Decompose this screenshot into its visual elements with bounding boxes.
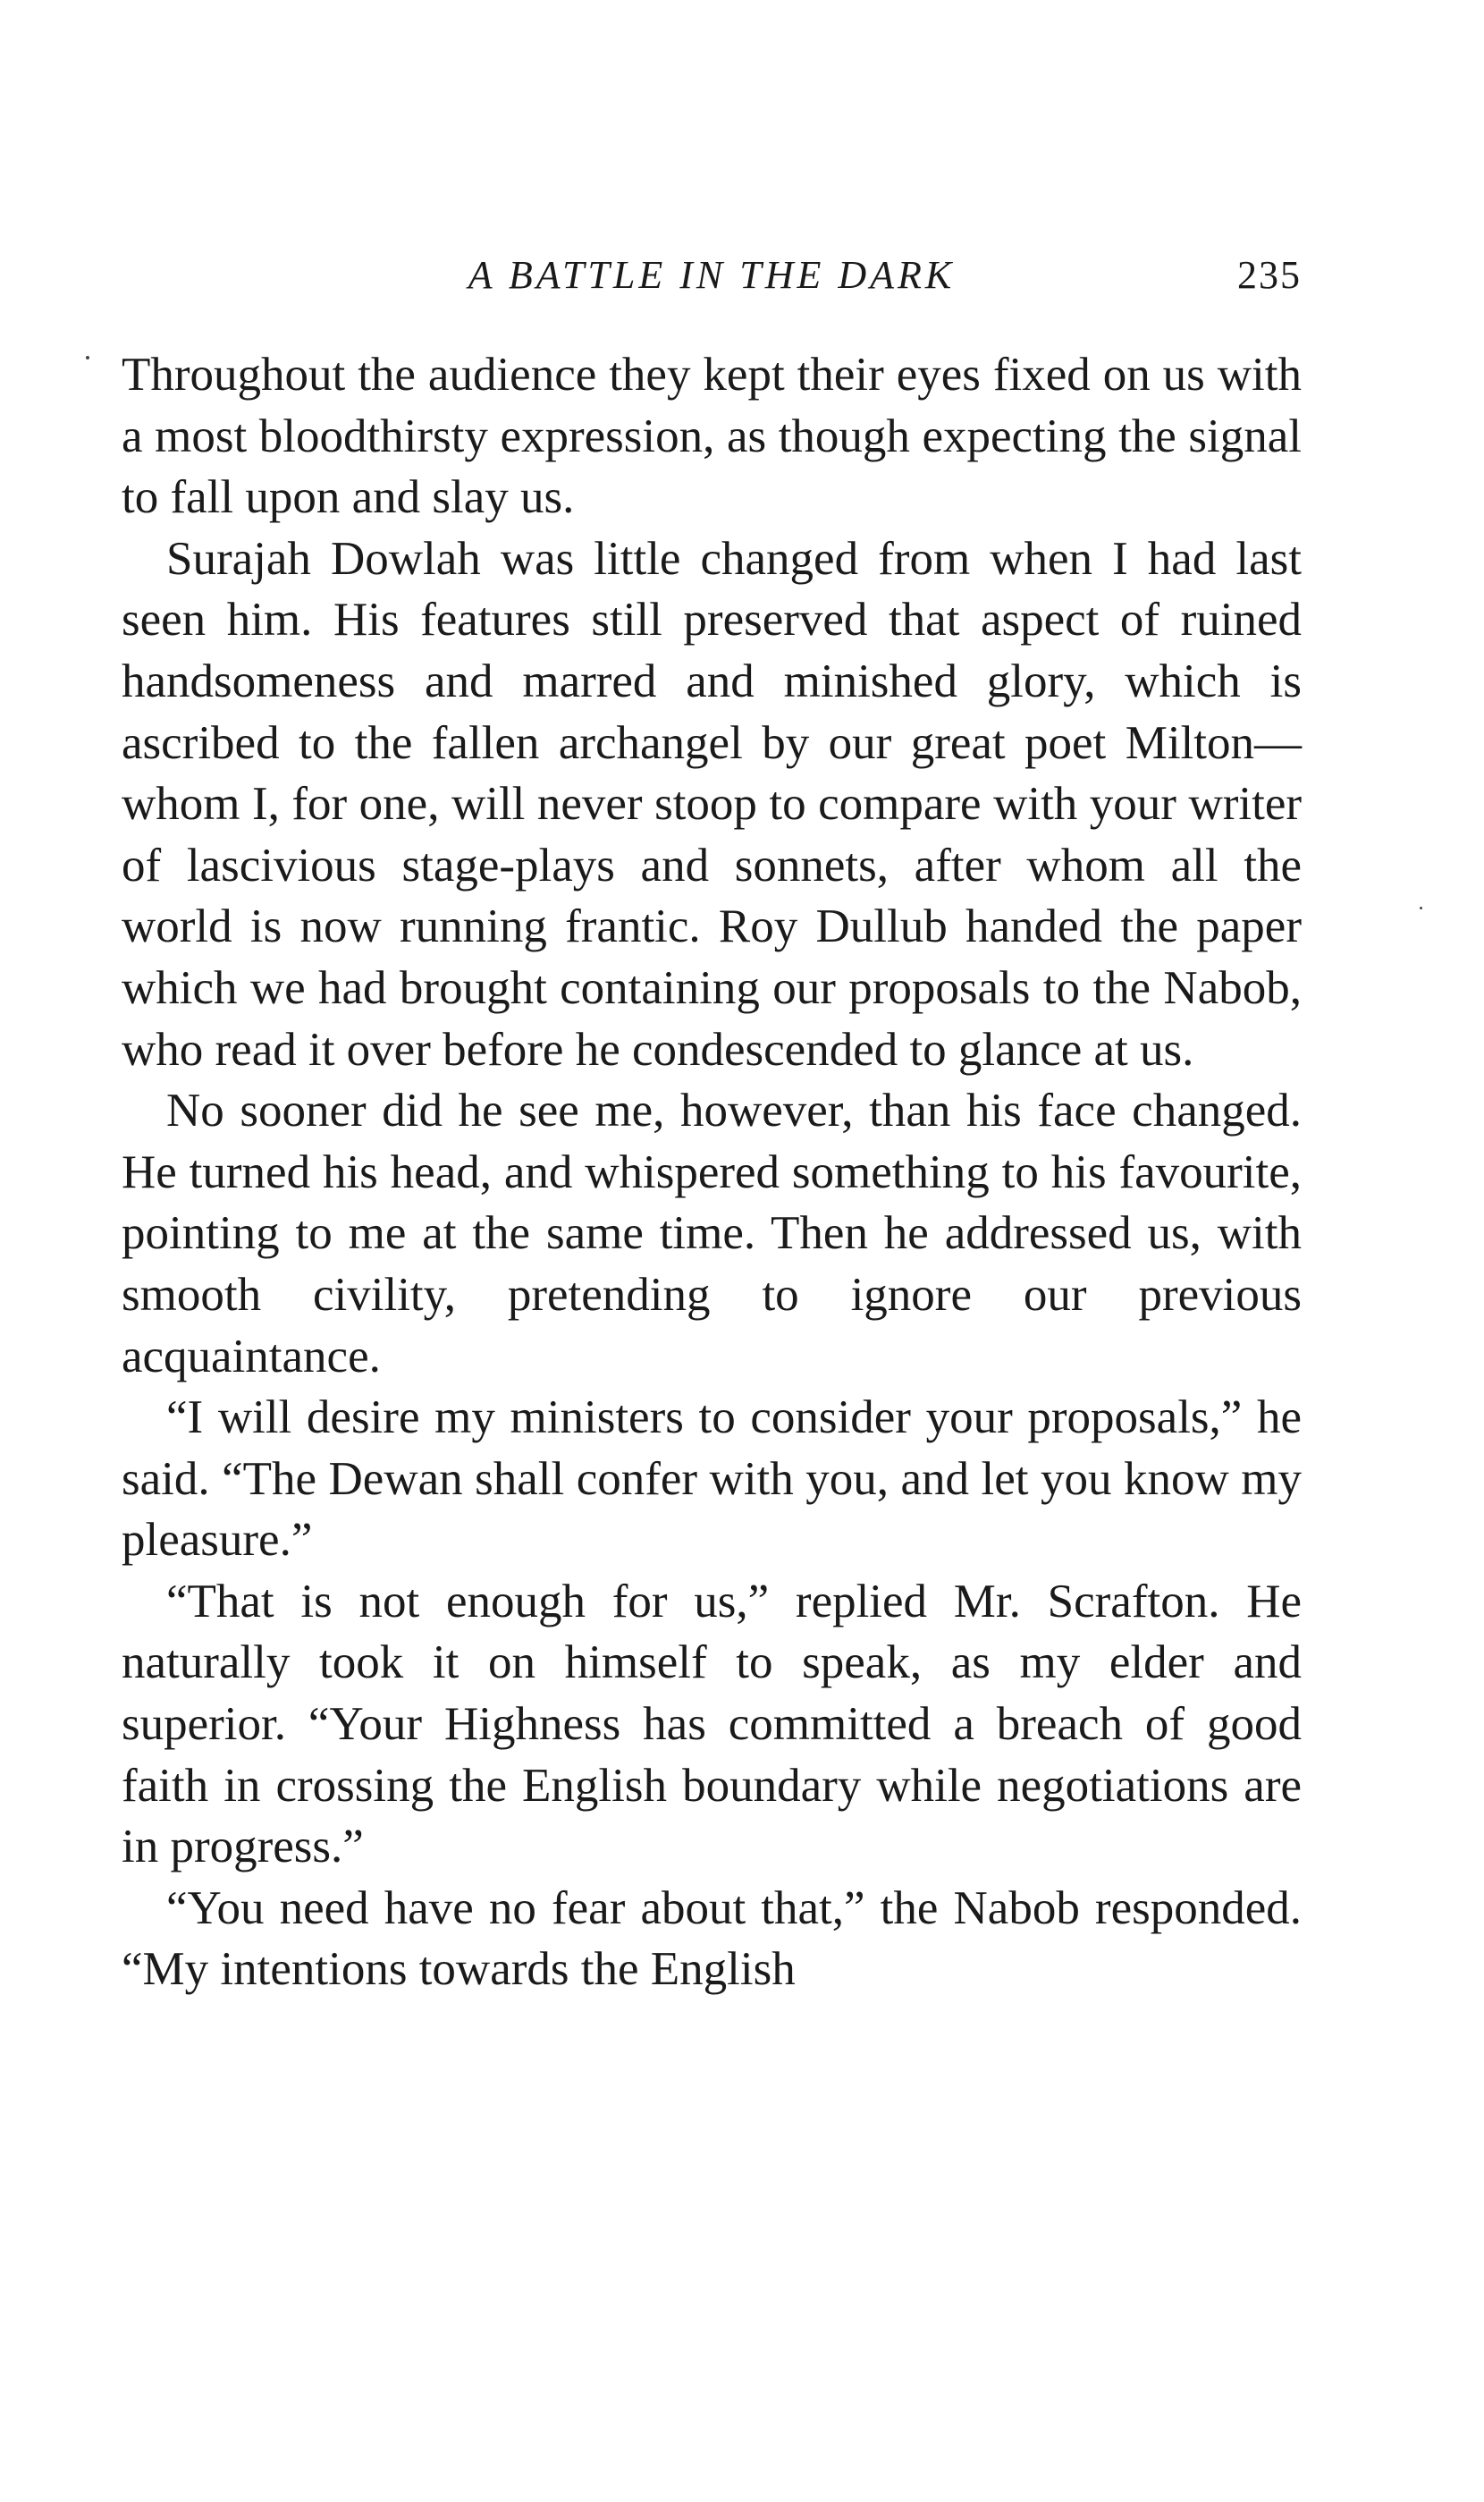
running-title: A BATTLE IN THE DARK [468, 253, 956, 297]
body-text [122, 344, 1302, 2000]
page-number: 235 [1237, 253, 1302, 297]
paragraph: “That is not enough for us,” replied Mr. Scrafton. He naturally took it on himself to speak, as my elder and superior. “Your Highness has committed a breach of good faith in crossing the English boundary while negotiations are in progress.” [122, 1575, 1302, 1873]
paragraph: Throughout the audience they kept their eyes fixed on us with a most bloodthirsty expression, as though expecting the signal to fall upon and slay us. [122, 349, 1302, 524]
paragraph: “I will desire my ministers to consider your proposals,” he said. “The Dewan shall confer with you, and let you know my pleasure.” [122, 1391, 1302, 1567]
print-speck [86, 356, 89, 359]
running-head [122, 249, 1302, 302]
paragraph: “You need have no fear about that,” the Nabob responded. “My intentions towards the English [122, 1881, 1302, 1996]
print-speck [1420, 907, 1422, 909]
paragraph: Surajah Dowlah was little changed from when I had last seen him. His features still preserved that aspect of ruined handsomeness and marred and minished glory, which is ascribed to the fallen archangel by our great poet Milton—whom I, for one, will never stoop to compare with your writer of lascivious stage-plays and sonnets, after whom all the world is now running frantic. Roy Dullub handed the paper which we had brought containing our proposals to the Nabob, who read it over before he condescended to glance at us. [122, 532, 1302, 1076]
paragraph: No sooner did he see me, however, than his face changed. He turned his head, and whispered something to his favourite, pointing to me at the same time. Then he addressed us, with smooth civility, pretending to ignore our previous acquaintance. [122, 1085, 1302, 1382]
